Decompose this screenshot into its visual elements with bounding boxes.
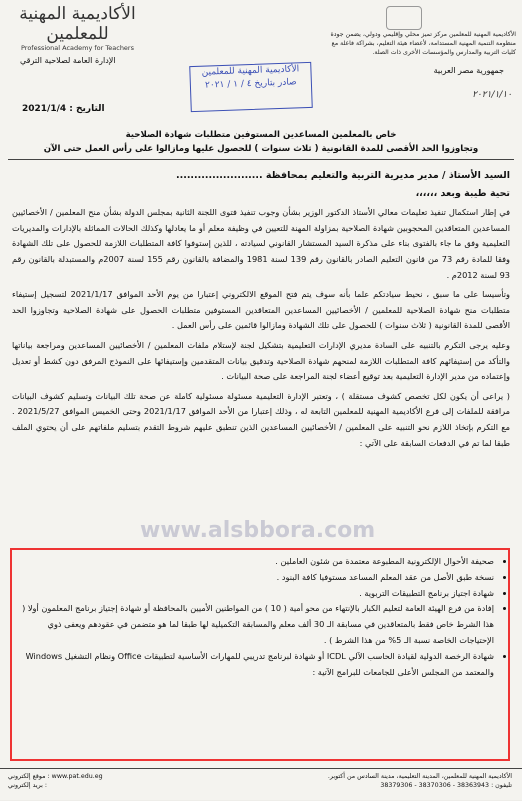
- letter-footer: [0, 768, 522, 801]
- academy-logo: [10, 4, 145, 52]
- list-item: • نسخة طبق الأصل من عقد المعلم المساعد مستوفيا كافة البنود .: [22, 570, 494, 586]
- paragraph-1: في إطار استكمال تنفيذ تعليمات معالي الأستاذ الدكتور الوزير بشأن وجوب تنفيذ فتوى اللجنة الثانية بمجلس الدولة بشأن منح المعلمين / الأخصائيين المساعدين المتعاقدين المحجوبين شهادة الصلاحية بمزاولة المهنة للتعيين في وظيفة معلم أو ما يعادلها وكذلك الحالات المماثلة بالإدارات والمديريات التعليمية وفق ما جاء بالفتوى بناء على مذكرة السيد المستشار القانوني لسيادته ، للذين إستوفوا كافة المتطلبات اللازمة للحصول على تلك الشهادة وفقا للمادة رقم 73 من قانون التعليم الصادر بالقانون رقم 139 لسنة 1981 والمضافة بالقانون رقم 155 لسنة 2007م والمستبدلة بالقانون رقم 93 لسنة 2012م .: [12, 207, 510, 280]
- letter-date: التاريخ : 2021/1/4: [22, 104, 105, 114]
- paragraph-4: ( يراعى أن يكون لكل تخصص كشوف مستقلة ) ، وتعتبر الإدارة التعليمية مسئولة مسئولية كاملة عن صحة تلك البيانات وتسليم كشوف البيانات مرافقة للملفات إلى فرع الأكاديمية المهنية للمعلمين التابعة له ، وذلك إعتبارا من الأحد الموافق 2021/1/17 وحتى الخميس الموافق 2021/5/27 . مع التكرم بإتخاذ اللازم نحو التنبيه على المعلمين / الأخصائيين المساعدين الذين تنطبق عليهم شروط التقدم بتسليم ملفاتهم على أن يحتوي الملف طبقا لما تم في الدفعات السابقة على الآتي :: [12, 390, 510, 448]
- academy-header-block: [326, 6, 516, 57]
- list-item: • شهادة الرخصة الدولية لقيادة الحاسب الآلي ICDL أو شهادة لبرنامج تدريبي للمهارات الأساسية لتطبيقات Office ونظام التشغيل Windows والمعتمد من المجلس الأعلى للجامعات للبرامج الآتية :: [22, 649, 494, 681]
- footer-web-block: [8, 772, 208, 790]
- footer-website[interactable]: موقع إلكتروني : www.pat.edu.eg: [8, 773, 103, 780]
- logo-english-name: Professional Academy for Teachers: [21, 44, 134, 52]
- greeting: تحية طيبة وبعد ،،،،،،: [415, 187, 510, 199]
- department-name: الإدارة العامة لصلاحية الترقي: [20, 56, 116, 65]
- subject-line-2: وتجاوزوا الحد الأقصى للمدة القانونية ( ثلاث سنوات ) للحصول عليها ومازالوا على رأس العمل حتى الآن: [43, 144, 479, 154]
- handwritten-date: ٢٠٢١/١/١٠: [472, 90, 512, 100]
- list-item: • صحيفة الأحوال الإلكترونية المطبوعة معتمدة من شئون العاملين .: [22, 554, 494, 570]
- footer-phones: تليفون : 38363943 - 38370306 - 38379306: [380, 782, 512, 789]
- egypt-eagle-emblem-icon: [386, 6, 422, 30]
- logo-arabic-name: الأكاديمية المهنية للمعلمين: [19, 4, 136, 44]
- addressee: السيد الأستاذ / مدير مديرية التربية والتعليم بمحافظة ........................: [176, 170, 510, 181]
- footer-address-block: [252, 772, 512, 790]
- letter-body: [12, 168, 510, 455]
- footer-address: الأكاديمية المهنية للمعلمين، المدينة التعليمية، مدينة السادس من أكتوبر.: [327, 773, 512, 780]
- footer-email: بريد إلكتروني :: [8, 782, 47, 789]
- requirements-list: [22, 554, 508, 680]
- paragraph-2: وتأسيسا على ما سبق ، نحيط سيادتكم علما بأنه سوف يتم فتح الموقع الالكتروني إعتبارا من يوم الأحد الموافق 2021/1/17 لتسجيل إستيفاء متطلبات منح شهادة الصلاحية للمعلمين / الأخصائيين المساعدين المتعاقدين المستوفين متطلبات الحصول على شهادة الصلاحية وتجاوزوا الحد الأقصى للمدة القانونية ( ثلاث سنوات ) للحصول على تلك الشهادة ومازالوا قائمين على رأس العمل .: [12, 289, 510, 331]
- site-watermark: www.alsbbora.com: [140, 518, 376, 543]
- paragraph-3: وعليه يرجى التكرم بالتنبيه على السادة مديري الإدارات التعليمية بتشكيل لجنة لإستلام ملفات المعلمين / الأخصائيين المساعدين ومراجعة بياناتها والتأكد من إستيفائهم كافة المتطلبات اللازمة لمنحهم شهادة الصلاحية وتدقيق بيانات المتقدمين وإستيفائها على النموذج المرفق دون كشط أو تعديل وإعتماده من مدير الإدارة التعليمية بعد توقيع أعضاء لجنة المراجعة على صحة البيانات .: [12, 339, 510, 382]
- header-divider: [8, 159, 514, 160]
- subject-line-1: خاص بالمعلمين المساعدين المستوفين متطلبات شهادة الصلاحية: [125, 130, 397, 140]
- country-name: جمهورية مصر العربية: [433, 66, 504, 75]
- outgoing-stamp: الأكاديمية المهنية للمعلمين صادر بتاريخ ٤ / ١ / ٢٠٢١: [189, 62, 313, 112]
- academy-intro-text: الأكاديمية المهنية للمعلمين مركز تميز محلي وإقليمي ودولي، يضمن جودة منظومة التنمية المهنية المستدامة، لأعضاء هيئة التعليم، بشراكة فاعلة مع كليات التربية والمدارس والمؤسسات الأخرى ذات الصلة.: [330, 31, 516, 56]
- list-item: • شهادة اجتياز برنامج التطبيقات التربوية .: [22, 586, 494, 602]
- list-item: • إفادة من فرع الهيئة العامة لتعليم الكبار بالإنتهاء من محو أمية ( 10 ) من المواطنين الأميين بالمحافظة أو شهادة إجتياز برنامج المعلمون أولا ( هذا الشرط خاص فقط بالمتعاقدين في مسابقة الـ 30 ألف معلم والمسابقة التكميلية لها طبقا لما هو متضمن في عقودهم ويعفى ذوي الإحتياجات الخاصة نسبة الـ 5% من هذا الشرط ) .: [22, 601, 494, 648]
- letter-subject: [36, 128, 486, 156]
